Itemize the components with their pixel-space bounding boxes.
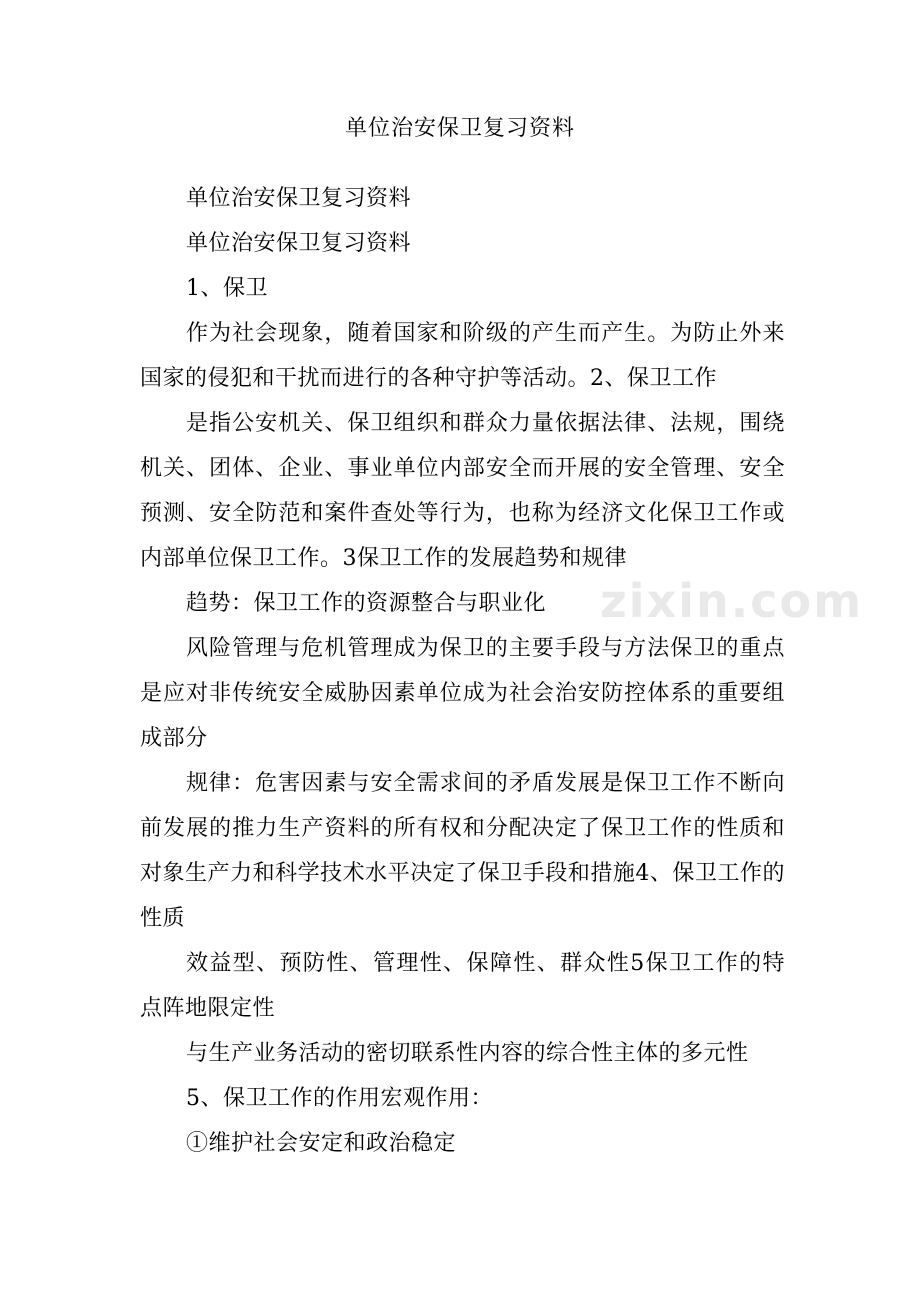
paragraph-7: 风险管理与危机管理成为保卫的主要手段与方法保卫的重点是应对非传统安全威胁因素单位成为社会治安防控体系的重要组成部分 [140,636,785,751]
paragraph-4: 作为社会现象，随着国家和阶级的产生而产生。为防止外来国家的侵犯和干扰而进行的各种守护等活动。2、保卫工作 [140,321,785,391]
paragraph-10: 与生产业务活动的密切联系性内容的综合性主体的多元性 [186,1041,749,1066]
paragraph-11: 5、保卫工作的作用宏观作用： [186,1086,493,1111]
watermark: zixin.com [600,574,864,628]
paragraph-1: 单位治安保卫复习资料 [186,186,412,211]
paragraph-2: 单位治安保卫复习资料 [186,231,412,256]
paragraph-6: 趋势：保卫工作的资源整合与职业化 [186,591,547,616]
document-body [140,176,785,1166]
paragraph-3: 1、保卫 [186,276,268,301]
paragraph-12: ①维护社会安定和政治稳定 [186,1131,457,1156]
document-title: 单位治安保卫复习资料 [344,116,575,141]
paragraph-8: 规律：危害因素与安全需求间的矛盾发展是保卫工作不断向前发展的推力生产资料的所有权和分配决定了保卫工作的性质和对象生产力和科学技术水平决定了保卫手段和措施4、保卫工作的性质 [140,771,785,931]
paragraph-9: 效益型、预防性、管理性、保障性、群众性5保卫工作的特点阵地限定性 [140,951,785,1021]
paragraph-5: 是指公安机关、保卫组织和群众力量依据法律、法规，围绕机关、团体、企业、事业单位内部安全而开展的安全管理、安全预测、安全防范和案件查处等行为，也称为经济文化保卫工作或内部单位保卫工作。3保卫工作的发展趋势和规律 [140,411,785,571]
